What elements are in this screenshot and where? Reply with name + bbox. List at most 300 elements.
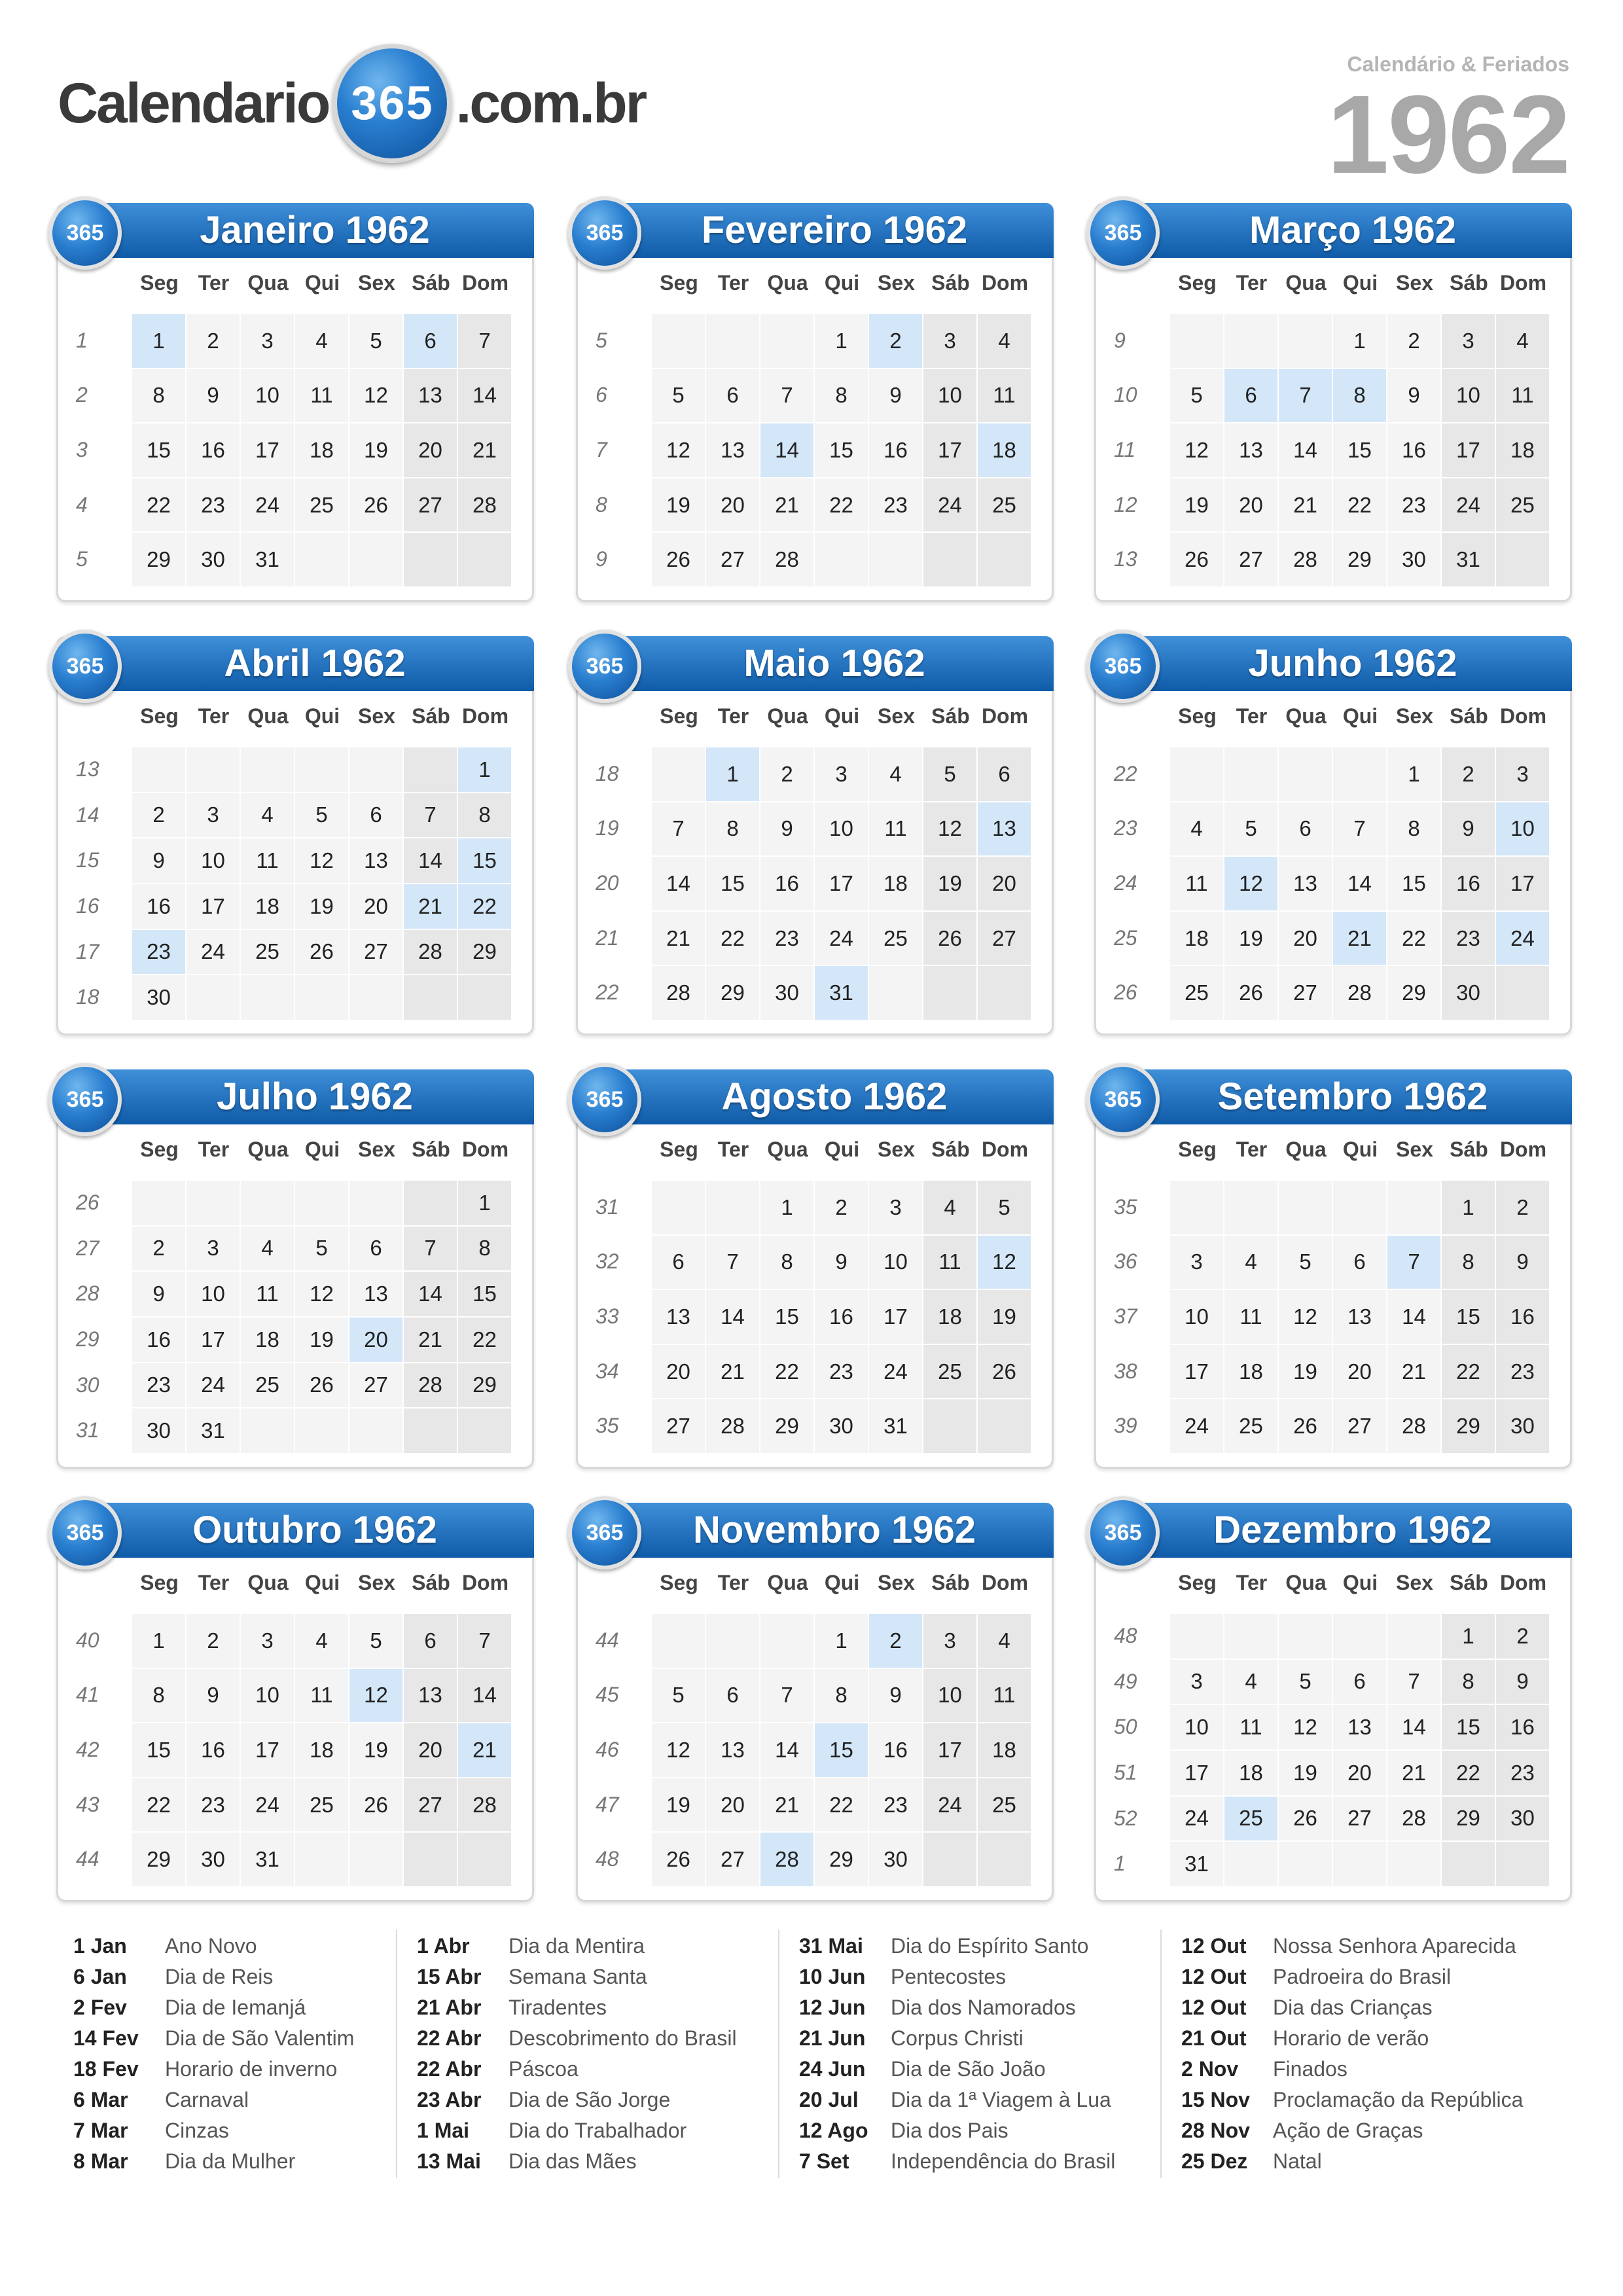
day-cell[interactable]: 4 bbox=[978, 1614, 1032, 1669]
day-cell[interactable]: 15 bbox=[132, 423, 187, 478]
day-cell[interactable]: 3 bbox=[1442, 314, 1496, 369]
day-cell[interactable]: 19 bbox=[978, 1290, 1032, 1345]
day-cell[interactable]: 17 bbox=[923, 1723, 978, 1778]
day-cell[interactable]: 5 bbox=[295, 1227, 349, 1272]
day-cell[interactable]: 17 bbox=[1170, 1345, 1224, 1400]
day-cell[interactable]: 7 bbox=[760, 1669, 815, 1724]
day-cell[interactable]: 2 bbox=[1387, 314, 1442, 369]
day-cell[interactable]: 30 bbox=[187, 1833, 241, 1888]
day-cell[interactable]: 24 bbox=[869, 1345, 923, 1400]
day-cell[interactable]: 30 bbox=[1496, 1399, 1550, 1454]
day-cell[interactable]: 24 bbox=[923, 1778, 978, 1833]
day-cell[interactable]: 10 bbox=[1170, 1290, 1224, 1345]
day-cell[interactable]: 28 bbox=[1279, 533, 1333, 588]
day-cell[interactable]: 6 bbox=[1224, 369, 1279, 424]
day-cell[interactable]: 8 bbox=[760, 1236, 815, 1291]
day-cell[interactable]: 11 bbox=[978, 369, 1032, 424]
day-cell[interactable]: 16 bbox=[869, 1723, 923, 1778]
day-cell[interactable]: 15 bbox=[815, 423, 869, 478]
day-cell[interactable]: 30 bbox=[1387, 533, 1442, 588]
day-cell[interactable]: 4 bbox=[241, 1227, 295, 1272]
day-cell[interactable]: 26 bbox=[1279, 1797, 1333, 1842]
day-cell[interactable]: 17 bbox=[187, 1318, 241, 1363]
day-cell[interactable]: 3 bbox=[815, 747, 869, 802]
day-cell[interactable]: 19 bbox=[1170, 478, 1224, 533]
day-cell[interactable]: 16 bbox=[869, 423, 923, 478]
day-cell[interactable]: 22 bbox=[1442, 1345, 1496, 1400]
day-cell[interactable]: 19 bbox=[1224, 912, 1279, 967]
day-cell[interactable]: 7 bbox=[404, 1227, 458, 1272]
day-cell[interactable]: 16 bbox=[760, 857, 815, 912]
day-cell[interactable]: 20 bbox=[1333, 1751, 1387, 1797]
day-cell[interactable]: 23 bbox=[132, 1363, 187, 1409]
day-cell[interactable]: 28 bbox=[1387, 1797, 1442, 1842]
day-cell[interactable]: 16 bbox=[1496, 1290, 1550, 1345]
day-cell[interactable]: 6 bbox=[1279, 802, 1333, 857]
day-cell[interactable]: 26 bbox=[295, 1363, 349, 1409]
day-cell[interactable]: 23 bbox=[187, 1778, 241, 1833]
day-cell[interactable]: 23 bbox=[815, 1345, 869, 1400]
day-cell[interactable]: 20 bbox=[652, 1345, 706, 1400]
day-cell[interactable]: 24 bbox=[241, 478, 295, 533]
day-cell[interactable]: 10 bbox=[187, 1272, 241, 1318]
day-cell[interactable]: 18 bbox=[978, 423, 1032, 478]
day-cell[interactable]: 5 bbox=[349, 314, 404, 369]
day-cell[interactable]: 8 bbox=[815, 369, 869, 424]
day-cell[interactable]: 4 bbox=[1496, 314, 1550, 369]
day-cell[interactable]: 2 bbox=[760, 747, 815, 802]
day-cell[interactable]: 26 bbox=[652, 1833, 706, 1888]
day-cell[interactable]: 24 bbox=[241, 1778, 295, 1833]
day-cell[interactable]: 4 bbox=[869, 747, 923, 802]
day-cell[interactable]: 11 bbox=[1170, 857, 1224, 912]
day-cell[interactable]: 29 bbox=[458, 930, 512, 976]
day-cell[interactable]: 23 bbox=[1387, 478, 1442, 533]
day-cell[interactable]: 29 bbox=[706, 966, 760, 1021]
day-cell[interactable]: 20 bbox=[349, 1318, 404, 1363]
day-cell[interactable]: 13 bbox=[1333, 1290, 1387, 1345]
day-cell[interactable]: 5 bbox=[652, 1669, 706, 1724]
day-cell[interactable]: 13 bbox=[652, 1290, 706, 1345]
day-cell[interactable]: 10 bbox=[1170, 1705, 1224, 1751]
day-cell[interactable]: 8 bbox=[706, 802, 760, 857]
day-cell[interactable]: 4 bbox=[1170, 802, 1224, 857]
day-cell[interactable]: 6 bbox=[404, 1614, 458, 1669]
day-cell[interactable]: 2 bbox=[869, 314, 923, 369]
site-logo[interactable] bbox=[58, 45, 645, 162]
day-cell[interactable]: 25 bbox=[1224, 1797, 1279, 1842]
day-cell[interactable]: 1 bbox=[815, 314, 869, 369]
day-cell[interactable]: 22 bbox=[1387, 912, 1442, 967]
day-cell[interactable]: 29 bbox=[1442, 1797, 1496, 1842]
day-cell[interactable]: 8 bbox=[1442, 1236, 1496, 1291]
day-cell[interactable]: 4 bbox=[1224, 1660, 1279, 1706]
day-cell[interactable]: 4 bbox=[1224, 1236, 1279, 1291]
day-cell[interactable]: 14 bbox=[1279, 423, 1333, 478]
day-cell[interactable]: 21 bbox=[404, 884, 458, 930]
day-cell[interactable]: 6 bbox=[706, 1669, 760, 1724]
day-cell[interactable]: 30 bbox=[132, 975, 187, 1021]
day-cell[interactable]: 17 bbox=[815, 857, 869, 912]
day-cell[interactable]: 14 bbox=[404, 1272, 458, 1318]
day-cell[interactable]: 25 bbox=[1224, 1399, 1279, 1454]
day-cell[interactable]: 23 bbox=[869, 478, 923, 533]
day-cell[interactable]: 6 bbox=[978, 747, 1032, 802]
day-cell[interactable]: 27 bbox=[349, 1363, 404, 1409]
day-cell[interactable]: 15 bbox=[458, 1272, 512, 1318]
day-cell[interactable]: 5 bbox=[1170, 369, 1224, 424]
day-cell[interactable]: 13 bbox=[404, 1669, 458, 1724]
day-cell[interactable]: 16 bbox=[187, 1723, 241, 1778]
day-cell[interactable]: 14 bbox=[706, 1290, 760, 1345]
day-cell[interactable]: 9 bbox=[869, 1669, 923, 1724]
day-cell[interactable]: 11 bbox=[295, 1669, 349, 1724]
day-cell[interactable]: 1 bbox=[1442, 1614, 1496, 1660]
day-cell[interactable]: 19 bbox=[349, 1723, 404, 1778]
day-cell[interactable]: 28 bbox=[404, 930, 458, 976]
day-cell[interactable]: 31 bbox=[241, 1833, 295, 1888]
day-cell[interactable]: 19 bbox=[295, 1318, 349, 1363]
day-cell[interactable]: 24 bbox=[187, 1363, 241, 1409]
day-cell[interactable]: 1 bbox=[1333, 314, 1387, 369]
day-cell[interactable]: 12 bbox=[652, 1723, 706, 1778]
day-cell[interactable]: 15 bbox=[458, 838, 512, 884]
day-cell[interactable]: 28 bbox=[458, 1778, 512, 1833]
day-cell[interactable]: 23 bbox=[869, 1778, 923, 1833]
day-cell[interactable]: 26 bbox=[1279, 1399, 1333, 1454]
day-cell[interactable]: 25 bbox=[923, 1345, 978, 1400]
day-cell[interactable]: 14 bbox=[760, 423, 815, 478]
day-cell[interactable]: 7 bbox=[1387, 1236, 1442, 1291]
day-cell[interactable]: 1 bbox=[760, 1181, 815, 1236]
day-cell[interactable]: 5 bbox=[349, 1614, 404, 1669]
day-cell[interactable]: 9 bbox=[1496, 1236, 1550, 1291]
day-cell[interactable]: 19 bbox=[652, 1778, 706, 1833]
day-cell[interactable]: 2 bbox=[1496, 1181, 1550, 1236]
day-cell[interactable]: 17 bbox=[923, 423, 978, 478]
day-cell[interactable]: 2 bbox=[1442, 747, 1496, 802]
day-cell[interactable]: 4 bbox=[295, 1614, 349, 1669]
day-cell[interactable]: 15 bbox=[1442, 1290, 1496, 1345]
day-cell[interactable]: 21 bbox=[760, 1778, 815, 1833]
day-cell[interactable]: 9 bbox=[815, 1236, 869, 1291]
day-cell[interactable]: 5 bbox=[923, 747, 978, 802]
day-cell[interactable]: 31 bbox=[815, 966, 869, 1021]
day-cell[interactable]: 6 bbox=[349, 1227, 404, 1272]
day-cell[interactable]: 3 bbox=[187, 1227, 241, 1272]
day-cell[interactable]: 10 bbox=[815, 802, 869, 857]
day-cell[interactable]: 20 bbox=[404, 423, 458, 478]
day-cell[interactable]: 17 bbox=[869, 1290, 923, 1345]
day-cell[interactable]: 21 bbox=[706, 1345, 760, 1400]
day-cell[interactable]: 10 bbox=[923, 1669, 978, 1724]
day-cell[interactable]: 24 bbox=[1496, 912, 1550, 967]
day-cell[interactable]: 21 bbox=[404, 1318, 458, 1363]
day-cell[interactable]: 25 bbox=[295, 478, 349, 533]
day-cell[interactable]: 3 bbox=[187, 793, 241, 839]
day-cell[interactable]: 1 bbox=[815, 1614, 869, 1669]
day-cell[interactable]: 28 bbox=[760, 533, 815, 588]
day-cell[interactable]: 29 bbox=[458, 1363, 512, 1409]
day-cell[interactable]: 27 bbox=[1279, 966, 1333, 1021]
day-cell[interactable]: 6 bbox=[1333, 1660, 1387, 1706]
day-cell[interactable]: 18 bbox=[1224, 1751, 1279, 1797]
day-cell[interactable]: 9 bbox=[187, 369, 241, 424]
day-cell[interactable]: 8 bbox=[1387, 802, 1442, 857]
day-cell[interactable]: 14 bbox=[404, 838, 458, 884]
day-cell[interactable]: 27 bbox=[978, 912, 1032, 967]
day-cell[interactable]: 19 bbox=[1279, 1345, 1333, 1400]
day-cell[interactable]: 20 bbox=[978, 857, 1032, 912]
day-cell[interactable]: 26 bbox=[978, 1345, 1032, 1400]
day-cell[interactable]: 13 bbox=[349, 838, 404, 884]
day-cell[interactable]: 13 bbox=[404, 369, 458, 424]
day-cell[interactable]: 7 bbox=[458, 314, 512, 369]
day-cell[interactable]: 17 bbox=[187, 884, 241, 930]
day-cell[interactable]: 29 bbox=[1387, 966, 1442, 1021]
day-cell[interactable]: 22 bbox=[1442, 1751, 1496, 1797]
day-cell[interactable]: 22 bbox=[815, 478, 869, 533]
day-cell[interactable]: 15 bbox=[706, 857, 760, 912]
day-cell[interactable]: 6 bbox=[404, 314, 458, 369]
day-cell[interactable]: 1 bbox=[132, 314, 187, 369]
day-cell[interactable]: 5 bbox=[1279, 1660, 1333, 1706]
day-cell[interactable]: 3 bbox=[923, 1614, 978, 1669]
day-cell[interactable]: 8 bbox=[458, 1227, 512, 1272]
day-cell[interactable]: 21 bbox=[1279, 478, 1333, 533]
day-cell[interactable]: 8 bbox=[1333, 369, 1387, 424]
day-cell[interactable]: 11 bbox=[1496, 369, 1550, 424]
day-cell[interactable]: 20 bbox=[1279, 912, 1333, 967]
day-cell[interactable]: 25 bbox=[241, 1363, 295, 1409]
day-cell[interactable]: 1 bbox=[458, 747, 512, 793]
day-cell[interactable]: 2 bbox=[869, 1614, 923, 1669]
day-cell[interactable]: 26 bbox=[652, 533, 706, 588]
day-cell[interactable]: 26 bbox=[349, 478, 404, 533]
day-cell[interactable]: 15 bbox=[760, 1290, 815, 1345]
day-cell[interactable]: 27 bbox=[404, 1778, 458, 1833]
day-cell[interactable]: 20 bbox=[404, 1723, 458, 1778]
day-cell[interactable]: 23 bbox=[1496, 1345, 1550, 1400]
day-cell[interactable]: 5 bbox=[978, 1181, 1032, 1236]
day-cell[interactable]: 21 bbox=[458, 423, 512, 478]
day-cell[interactable]: 18 bbox=[869, 857, 923, 912]
day-cell[interactable]: 29 bbox=[1333, 533, 1387, 588]
day-cell[interactable]: 4 bbox=[978, 314, 1032, 369]
day-cell[interactable]: 20 bbox=[706, 478, 760, 533]
day-cell[interactable]: 12 bbox=[1279, 1290, 1333, 1345]
day-cell[interactable]: 15 bbox=[1387, 857, 1442, 912]
day-cell[interactable]: 4 bbox=[295, 314, 349, 369]
day-cell[interactable]: 2 bbox=[815, 1181, 869, 1236]
day-cell[interactable]: 9 bbox=[760, 802, 815, 857]
day-cell[interactable]: 31 bbox=[1170, 1842, 1224, 1888]
day-cell[interactable]: 13 bbox=[1224, 423, 1279, 478]
day-cell[interactable]: 12 bbox=[978, 1236, 1032, 1291]
day-cell[interactable]: 8 bbox=[132, 369, 187, 424]
day-cell[interactable]: 1 bbox=[706, 747, 760, 802]
day-cell[interactable]: 11 bbox=[923, 1236, 978, 1291]
day-cell[interactable]: 7 bbox=[652, 802, 706, 857]
day-cell[interactable]: 14 bbox=[1387, 1705, 1442, 1751]
day-cell[interactable]: 31 bbox=[241, 533, 295, 588]
day-cell[interactable]: 5 bbox=[1224, 802, 1279, 857]
day-cell[interactable]: 8 bbox=[815, 1669, 869, 1724]
day-cell[interactable]: 23 bbox=[760, 912, 815, 967]
day-cell[interactable]: 20 bbox=[349, 884, 404, 930]
day-cell[interactable]: 14 bbox=[760, 1723, 815, 1778]
day-cell[interactable]: 14 bbox=[458, 369, 512, 424]
day-cell[interactable]: 30 bbox=[815, 1399, 869, 1454]
day-cell[interactable]: 9 bbox=[187, 1669, 241, 1724]
day-cell[interactable]: 19 bbox=[295, 884, 349, 930]
day-cell[interactable]: 22 bbox=[760, 1345, 815, 1400]
day-cell[interactable]: 7 bbox=[1387, 1660, 1442, 1706]
day-cell[interactable]: 29 bbox=[132, 1833, 187, 1888]
day-cell[interactable]: 28 bbox=[404, 1363, 458, 1409]
day-cell[interactable]: 9 bbox=[132, 1272, 187, 1318]
day-cell[interactable]: 25 bbox=[295, 1778, 349, 1833]
day-cell[interactable]: 26 bbox=[349, 1778, 404, 1833]
day-cell[interactable]: 18 bbox=[241, 884, 295, 930]
day-cell[interactable]: 29 bbox=[1442, 1399, 1496, 1454]
day-cell[interactable]: 7 bbox=[404, 793, 458, 839]
day-cell[interactable]: 12 bbox=[1279, 1705, 1333, 1751]
day-cell[interactable]: 2 bbox=[187, 314, 241, 369]
day-cell[interactable]: 7 bbox=[458, 1614, 512, 1669]
day-cell[interactable]: 24 bbox=[1442, 478, 1496, 533]
day-cell[interactable]: 16 bbox=[1496, 1705, 1550, 1751]
day-cell[interactable]: 11 bbox=[241, 1272, 295, 1318]
day-cell[interactable]: 28 bbox=[760, 1833, 815, 1888]
day-cell[interactable]: 24 bbox=[1170, 1399, 1224, 1454]
day-cell[interactable]: 11 bbox=[241, 838, 295, 884]
day-cell[interactable]: 12 bbox=[923, 802, 978, 857]
day-cell[interactable]: 14 bbox=[1387, 1290, 1442, 1345]
day-cell[interactable]: 28 bbox=[652, 966, 706, 1021]
day-cell[interactable]: 30 bbox=[869, 1833, 923, 1888]
day-cell[interactable]: 21 bbox=[1387, 1345, 1442, 1400]
day-cell[interactable]: 3 bbox=[241, 314, 295, 369]
day-cell[interactable]: 10 bbox=[241, 369, 295, 424]
day-cell[interactable]: 10 bbox=[1496, 802, 1550, 857]
day-cell[interactable]: 30 bbox=[132, 1408, 187, 1454]
day-cell[interactable]: 14 bbox=[1333, 857, 1387, 912]
day-cell[interactable]: 18 bbox=[295, 423, 349, 478]
day-cell[interactable]: 23 bbox=[187, 478, 241, 533]
day-cell[interactable]: 23 bbox=[132, 930, 187, 976]
day-cell[interactable]: 25 bbox=[1170, 966, 1224, 1021]
day-cell[interactable]: 26 bbox=[1224, 966, 1279, 1021]
day-cell[interactable]: 6 bbox=[706, 369, 760, 424]
day-cell[interactable]: 14 bbox=[458, 1669, 512, 1724]
day-cell[interactable]: 31 bbox=[187, 1408, 241, 1454]
day-cell[interactable]: 25 bbox=[978, 478, 1032, 533]
day-cell[interactable]: 28 bbox=[1387, 1399, 1442, 1454]
day-cell[interactable]: 2 bbox=[1496, 1614, 1550, 1660]
day-cell[interactable]: 25 bbox=[1496, 478, 1550, 533]
day-cell[interactable]: 18 bbox=[241, 1318, 295, 1363]
day-cell[interactable]: 31 bbox=[869, 1399, 923, 1454]
day-cell[interactable]: 15 bbox=[132, 1723, 187, 1778]
day-cell[interactable]: 2 bbox=[132, 793, 187, 839]
day-cell[interactable]: 23 bbox=[1442, 912, 1496, 967]
day-cell[interactable]: 27 bbox=[404, 478, 458, 533]
day-cell[interactable]: 27 bbox=[706, 533, 760, 588]
day-cell[interactable]: 7 bbox=[706, 1236, 760, 1291]
day-cell[interactable]: 16 bbox=[1442, 857, 1496, 912]
day-cell[interactable]: 19 bbox=[1279, 1751, 1333, 1797]
day-cell[interactable]: 31 bbox=[1442, 533, 1496, 588]
day-cell[interactable]: 21 bbox=[1387, 1751, 1442, 1797]
day-cell[interactable]: 10 bbox=[1442, 369, 1496, 424]
day-cell[interactable]: 27 bbox=[1333, 1797, 1387, 1842]
day-cell[interactable]: 10 bbox=[923, 369, 978, 424]
day-cell[interactable]: 26 bbox=[295, 930, 349, 976]
day-cell[interactable]: 4 bbox=[923, 1181, 978, 1236]
day-cell[interactable]: 13 bbox=[1333, 1705, 1387, 1751]
day-cell[interactable]: 27 bbox=[1333, 1399, 1387, 1454]
day-cell[interactable]: 15 bbox=[1333, 423, 1387, 478]
day-cell[interactable]: 5 bbox=[1279, 1236, 1333, 1291]
day-cell[interactable]: 27 bbox=[349, 930, 404, 976]
day-cell[interactable]: 13 bbox=[706, 1723, 760, 1778]
day-cell[interactable]: 27 bbox=[1224, 533, 1279, 588]
day-cell[interactable]: 30 bbox=[1496, 1797, 1550, 1842]
day-cell[interactable]: 8 bbox=[132, 1669, 187, 1724]
day-cell[interactable]: 6 bbox=[349, 793, 404, 839]
day-cell[interactable]: 23 bbox=[1496, 1751, 1550, 1797]
day-cell[interactable]: 16 bbox=[132, 1318, 187, 1363]
day-cell[interactable]: 22 bbox=[1333, 478, 1387, 533]
day-cell[interactable]: 12 bbox=[1170, 423, 1224, 478]
day-cell[interactable]: 25 bbox=[241, 930, 295, 976]
day-cell[interactable]: 12 bbox=[295, 838, 349, 884]
day-cell[interactable]: 3 bbox=[1170, 1660, 1224, 1706]
day-cell[interactable]: 22 bbox=[706, 912, 760, 967]
day-cell[interactable]: 17 bbox=[1442, 423, 1496, 478]
day-cell[interactable]: 24 bbox=[815, 912, 869, 967]
day-cell[interactable]: 21 bbox=[760, 478, 815, 533]
day-cell[interactable]: 26 bbox=[1170, 533, 1224, 588]
day-cell[interactable]: 6 bbox=[1333, 1236, 1387, 1291]
day-cell[interactable]: 30 bbox=[187, 533, 241, 588]
day-cell[interactable]: 24 bbox=[187, 930, 241, 976]
day-cell[interactable]: 22 bbox=[132, 478, 187, 533]
day-cell[interactable]: 22 bbox=[458, 884, 512, 930]
day-cell[interactable]: 17 bbox=[1496, 857, 1550, 912]
day-cell[interactable]: 4 bbox=[241, 793, 295, 839]
day-cell[interactable]: 28 bbox=[458, 478, 512, 533]
day-cell[interactable]: 9 bbox=[1442, 802, 1496, 857]
day-cell[interactable]: 9 bbox=[132, 838, 187, 884]
day-cell[interactable]: 20 bbox=[1333, 1345, 1387, 1400]
day-cell[interactable]: 5 bbox=[652, 369, 706, 424]
day-cell[interactable]: 22 bbox=[815, 1778, 869, 1833]
day-cell[interactable]: 9 bbox=[1496, 1660, 1550, 1706]
day-cell[interactable]: 7 bbox=[1333, 802, 1387, 857]
day-cell[interactable]: 3 bbox=[241, 1614, 295, 1669]
day-cell[interactable]: 16 bbox=[132, 884, 187, 930]
day-cell[interactable]: 6 bbox=[652, 1236, 706, 1291]
day-cell[interactable]: 18 bbox=[923, 1290, 978, 1345]
day-cell[interactable]: 17 bbox=[1170, 1751, 1224, 1797]
day-cell[interactable]: 1 bbox=[458, 1181, 512, 1227]
day-cell[interactable]: 8 bbox=[458, 793, 512, 839]
day-cell[interactable]: 20 bbox=[706, 1778, 760, 1833]
day-cell[interactable]: 21 bbox=[458, 1723, 512, 1778]
day-cell[interactable]: 29 bbox=[815, 1833, 869, 1888]
